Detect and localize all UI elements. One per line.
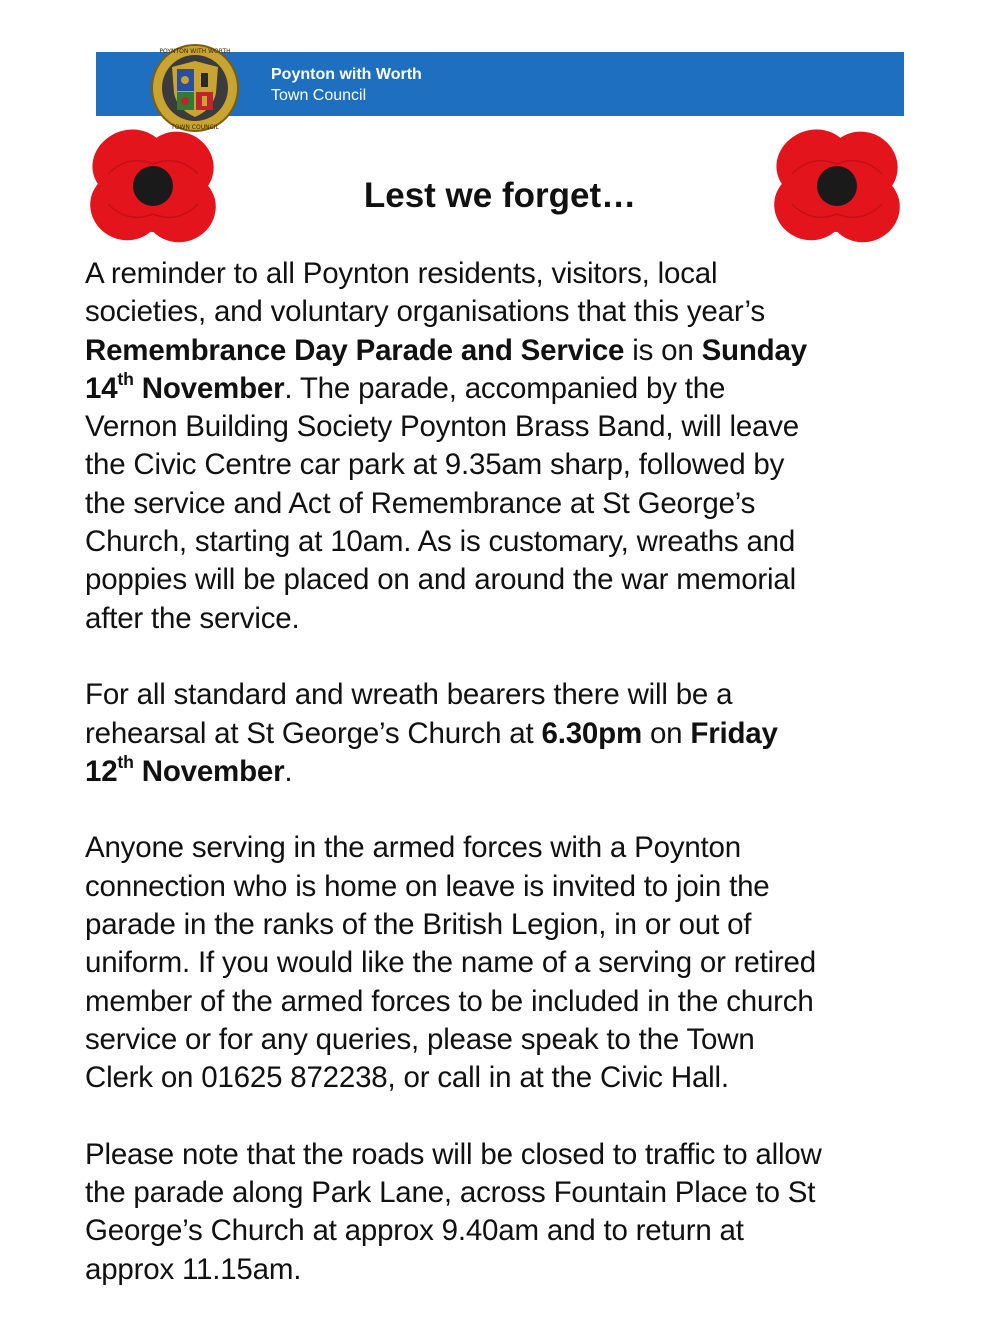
council-crest-logo bbox=[150, 43, 240, 133]
text-line: For all standard and wreath bearers there will be a bbox=[85, 678, 733, 712]
text-line: approx 11.15am. bbox=[85, 1252, 302, 1286]
text-line: societies, and voluntary organisations that this year’s bbox=[85, 295, 765, 329]
text-line: Church, starting at 10am. As is customary, wreaths and bbox=[85, 525, 796, 559]
council-name-line1: Poynton with Worth bbox=[271, 66, 422, 83]
paragraph-road-closure bbox=[85, 1136, 945, 1289]
crest-text-top: POYNTON WITH WORTH bbox=[159, 48, 231, 55]
text-line bbox=[85, 370, 945, 408]
crest-text-bottom: TOWN COUNCIL bbox=[171, 124, 219, 131]
text-line: poppies will be placed on and around the war memorial bbox=[85, 563, 796, 597]
text-line: the Civic Centre car park at 9.35am sharp, followed by bbox=[85, 448, 785, 482]
text-line: connection who is home on leave is invited to join the bbox=[85, 869, 770, 903]
bold-text bbox=[85, 752, 285, 788]
date-month: November bbox=[133, 754, 285, 788]
text-line: A reminder to all Poynton residents, visitors, local bbox=[85, 257, 718, 290]
date-number: 14 bbox=[85, 371, 118, 405]
paragraph-parade bbox=[85, 255, 945, 638]
text-line: Clerk on 01625 872238, or call in at the Civic Hall. bbox=[85, 1061, 729, 1095]
text-line bbox=[85, 332, 945, 370]
headline: Lest we forget… bbox=[363, 176, 637, 215]
text-line: the service and Act of Remembrance at St George’s bbox=[85, 486, 756, 520]
text-fragment: . The parade, accompanied by the bbox=[284, 371, 726, 405]
text-line: service or for any queries, please speak to the Town bbox=[85, 1022, 755, 1056]
text-line: Please note that the roads will be closed to traffic to allow bbox=[85, 1137, 822, 1171]
bold-text: Friday bbox=[690, 716, 778, 750]
text-line: uniform. If you would like the name of a serving or retired bbox=[85, 946, 816, 980]
paragraph-armed-forces bbox=[85, 829, 945, 1097]
paragraph-rehearsal bbox=[85, 676, 945, 791]
text-line: Anyone serving in the armed forces with a Poynton bbox=[85, 831, 741, 865]
text-line: parade in the ranks of the British Legion, in or out of bbox=[85, 908, 752, 942]
text-line: the parade along Park Lane, across Fountain Place to St bbox=[85, 1176, 816, 1210]
text-line: after the service. bbox=[85, 601, 300, 635]
text-line: George’s Church at approx 9.40am and to return at bbox=[85, 1214, 744, 1248]
date-month: November bbox=[133, 371, 285, 405]
bold-text: Sunday bbox=[701, 333, 807, 367]
council-name bbox=[271, 64, 422, 106]
bold-text: 6.30pm bbox=[541, 716, 642, 750]
text-fragment: rehearsal at St George’s Church at bbox=[85, 716, 542, 750]
text-fragment: . bbox=[284, 754, 293, 788]
bold-text: Remembrance Day Parade and Service bbox=[85, 333, 625, 367]
date-number: 12 bbox=[85, 754, 118, 788]
text-fragment: on bbox=[641, 716, 691, 750]
text-line bbox=[85, 715, 945, 753]
text-line: Vernon Building Society Poynton Brass Band, will leave bbox=[85, 410, 800, 444]
notice-body bbox=[85, 255, 945, 1289]
ordinal-suffix: th bbox=[117, 369, 134, 390]
text-line: member of the armed forces to be included in the church bbox=[85, 984, 814, 1018]
text-fragment: is on bbox=[624, 333, 702, 367]
text-line bbox=[85, 753, 945, 791]
council-name-line2: Town Council bbox=[271, 87, 367, 104]
bold-text bbox=[85, 369, 285, 405]
ordinal-suffix: th bbox=[117, 752, 134, 773]
